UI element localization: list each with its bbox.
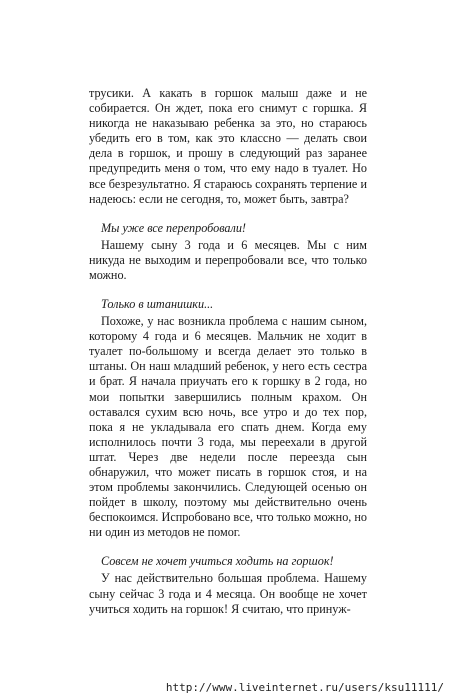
section-heading-2: Только в штанишки...: [101, 297, 214, 312]
paragraph-2: Нашему сыну 3 года и 6 месяцев. Мы с ним никуда не выходим и перепробовали все, что только можно.: [89, 237, 367, 282]
paragraph-4: У нас действительно большая проблема. Нашему сыну сейчас 3 года и 4 месяца. Он вообще не хочет учиться ходить на горшок! Я считаю, что принуж-: [89, 571, 367, 616]
source-watermark: http://www.liveinternet.ru/users/ksu11111/: [165, 681, 444, 694]
paragraph-3: Похоже, у нас возникла проблема с нашим сыном, которому 4 года и 6 месяцев. Мальчик не ходит в туалет по-большому и всегда делает это только в штаны. Он наш младший ребенок, у него есть сестра и брат. Я начала приучать его к горшку в 2 года, но мои попытки завершились полным крахом. Он оставался сухим всю ночь, все утро и до тех пор, пока я не укладывала его спать днем. Когда ему исполнилось почти 3 года, мы переехали в другой штат. Через две недели после переезда сын обнаружил, что может писать в горшок стоя, и на этом проблемы закончились. Следующей осенью он пойдет в школу, поэтому мы действительно очень беспокоимся. Испробовано все, что только можно, но ни один из методов не помог.: [89, 314, 368, 540]
paragraph-1: трусики. А какать в горшок малыш даже и не собирается. Он ждет, пока его снимут с горшка. Я никогда не наказываю ребенка за это, но стараюсь убедить его в том, как это классно — делать свои дела в горшок, и прошу в следующий раз заранее предупредить меня о том, что ему надо в туалет. Но все безрезультатно. Я стараюсь сохранять терпение и надеюсь: если не сегодня, то, может быть, завтра?: [89, 86, 367, 206]
section-heading-3: Совсем не хочет учиться ходить на горшок!: [101, 554, 334, 569]
section-heading-1: Мы уже все перепробовали!: [101, 220, 246, 235]
book-page-text: [89, 86, 367, 617]
